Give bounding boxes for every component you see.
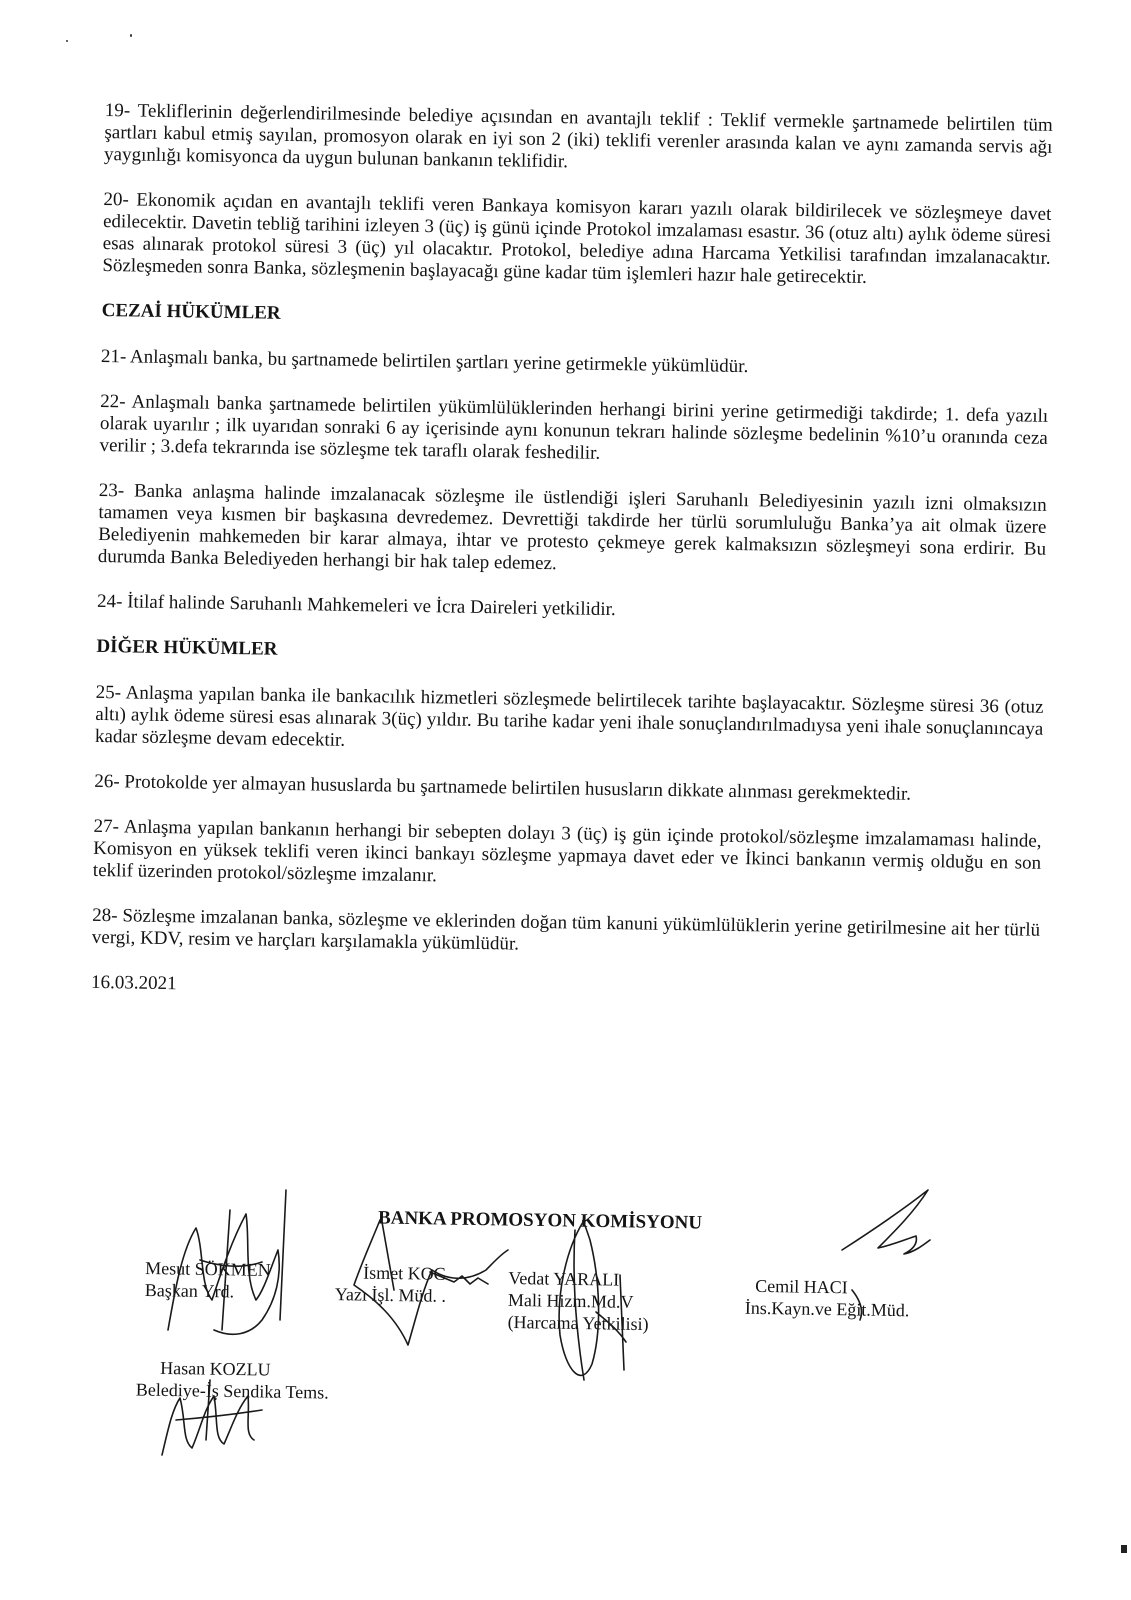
- clause-26: 26- Protokolde yer almayan hususlarda bu şartnamede belirtilen hususların dikkate alınması gerekmektedir.: [94, 770, 912, 805]
- signatory-title: Yazı İşl. Müd. .: [334, 1284, 447, 1306]
- signature-mesut: [168, 1190, 286, 1334]
- scan-edge-mark: [1121, 1545, 1127, 1553]
- signature-hasan: [162, 1380, 262, 1455]
- heading-cezai-hukumler: CEZAİ HÜKÜMLER: [101, 299, 281, 324]
- signatory-role: (Harcama Yetkilisi): [507, 1311, 649, 1335]
- signature-cemil: [842, 1190, 930, 1320]
- clause-25: 25- Anlaşma yapılan banka ile bankacılık hizmetleri sözleşmede belirtilecek tarihte başlayacaktır. Sözleşme süresi 36 (otuz altı) aylık ödeme süresi esas alınarak 3(üç) yıldır. Bu tarihe kadar yeni ihale sonuçlandırılmadıysa yeni ihale sonuçlanıncaya kadar sözleşme devam edecektir.: [94, 681, 1044, 751]
- signatory-title: İns.Kayn.ve Eğit.Müd.: [744, 1297, 910, 1321]
- clause-27: 27- Anlaşma yapılan bankanın herhangi bir sebepten dolayı 3 (üç) iş gün içinde protokol/sözleşme imzalamaması halinde, Komisyon en yüksek teklifi veren ikinci bankayı sözleşme yapmaya davet eder ve İkinci bankanın vermiş olduğu en son teklif üzerinden protokol/sözleşme imzalanır.: [92, 815, 1042, 887]
- committee-title: BANKA PROMOSYON KOMİSYONU: [377, 1207, 703, 1234]
- document-date: 16.03.2021: [90, 971, 177, 995]
- clause-24: 24- İtilaf halinde Saruhanlı Mahkemeleri ve İcra Daireleri yetkilidir.: [96, 590, 616, 621]
- signatory-name: Vedat YARALI: [508, 1267, 620, 1290]
- signatory-name: İsmet KOC: [363, 1262, 446, 1284]
- clause-19: 19- Tekliflerinin değerlendirilmesinde belediye açısından en avantajlı teklif : Teklif vermekle şartnamede belirtilen tüm şartları kabul etmiş sayılan, promosyon olarak en iyi son 2 (iki) teklifi verenler arasında kalan ve aynı zamanda servis ağı yaygınlığı komisyonca da uygun bulunan bankanın teklifidir.: [103, 100, 1053, 173]
- signatory-name: Mesut SÖKMEN: [145, 1258, 271, 1280]
- signatory-title: Mali Hizm.Md.V: [507, 1289, 634, 1312]
- signatory-title: Belediye-İş Sendika Tems.: [135, 1379, 329, 1403]
- signatory-name: Hasan KOZLU: [160, 1357, 271, 1380]
- clause-21: 21- Anlaşmalı banka, bu şartnamede belirtilen şartları yerine getirmekle yükümlüdür.: [100, 345, 749, 378]
- clause-28: 28- Sözleşme imzalanan banka, sözleşme ve eklerinden doğan tüm kanuni yükümlülüklerin yerine getirilmesine ait her türlü vergi, KDV, resim ve harçları karşılamakla yükümlüdür.: [91, 904, 1041, 955]
- signature-vedat: [559, 1221, 626, 1380]
- signatory-title: Başkan Yrd.: [144, 1280, 235, 1302]
- clause-23: 23- Banka anlaşma halinde imzalanacak sözleşme ile üstlendiği işleri Saruhanlı Belediyesinin yazılı izni olmaksızın tamamen veya kısmen bir başkasına devredemez. Devrettiği takdirde her türlü sorumluluğu Banka’ya ait olmak üzere Belediyenin mahkemeden bir karar almaya, ihtar ve protesto çekmeye gerek kalmaksızın sözleşmeyi sona erdirir. Bu durumda Banka Belediyeden herhangi bir hak talep edemez.: [97, 479, 1047, 575]
- clause-20: 20- Ekonomik açıdan en avantajlı teklifi veren Bankaya komisyon kararı yazılı olarak bildirilecek ve sözleşmeye davet edilecektir. Davetin tebliğ tarihini izleyen 3 (üç) iş günü içinde Protokol imzalaması esastır. 36 (otuz altı) aylık ödeme süresi esas alınarak protokol süresi 3 (üç) yıl olacaktır. Protokol, belediye adına Harcama Yetkilisi tarafından imzalanacaktır. Sözleşmeden sonra Banka, sözleşmenin başlayacağı güne kadar tüm işlemleri hazır hale getirecektir.: [102, 188, 1052, 288]
- clause-22: 22- Anlaşmalı banka şartnamede belirtilen yükümlülüklerinden herhangi birini yerine getirmediği takdirde; 1. defa yazılı olarak uyarılır ; ilk uyarıdan sonraki 6 ay içerisinde aynı konunun tekrarı halinde sözleşme bedelinin %10’u oranında ceza verilir ; 3.defa tekrarında ise sözleşme tek taraflı olarak feshedilir.: [99, 390, 1049, 464]
- signature-ismet: [354, 1220, 508, 1345]
- heading-diger-hukumler: DİĞER HÜKÜMLER: [96, 635, 278, 660]
- signatory-name: Cemil HACI: [755, 1275, 848, 1298]
